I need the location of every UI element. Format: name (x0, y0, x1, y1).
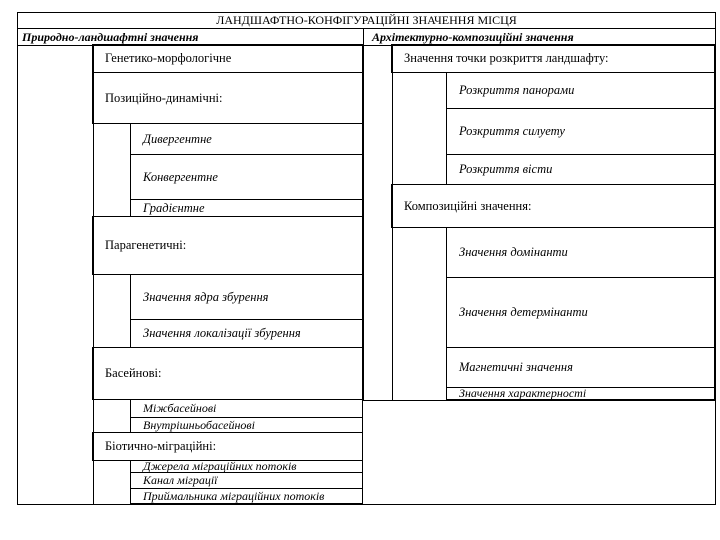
left-column-header: Природно-ландшафтні значення (22, 30, 199, 44)
cell-characteristic: Значення характерності (446, 387, 715, 400)
cell-sources: Джерела міграційних потоків (130, 460, 363, 473)
cell-divergent: Дивергентне (130, 123, 363, 155)
cell-dominant: Значення домінанти (446, 227, 715, 278)
cell-biotic: Біотично-міграційні: (92, 432, 363, 461)
cell-gradient: Градієнтне (130, 199, 363, 217)
cell-interbasin: Міжбасейнові (130, 399, 363, 418)
cell-silhouette: Розкриття силуету (446, 108, 715, 155)
cell-receivers: Приймальника міграційних потоків (130, 488, 363, 504)
cell-compositional: Композиційні значення: (391, 184, 715, 228)
cell-point: Значення точки розкриття ландшафту: (391, 44, 715, 73)
cell-localization: Значення локалізації збурення (130, 319, 363, 348)
cell-positional: Позиційно-динамічні: (92, 72, 363, 124)
cell-magnetic: Магнетичні значення (446, 347, 715, 388)
divider (392, 45, 393, 401)
cell-determinant: Значення детермінанти (446, 277, 715, 348)
table-title: ЛАНДШАФТНО-КОНФІГУРАЦІЙНІ ЗНАЧЕННЯ МІСЦЯ (17, 12, 716, 29)
cell-nucleus: Значення ядра збурення (130, 274, 363, 320)
cell-panorama: Розкриття панорами (446, 72, 715, 109)
cell-channel: Канал міграції (130, 472, 363, 489)
right-column-header: Архітектурно-композиційні значення (372, 30, 574, 44)
cell-basin: Басейнові: (92, 347, 363, 400)
cell-genetic: Генетико-морфологічне (92, 44, 363, 73)
divider (363, 400, 716, 401)
cell-convergent: Конвергентне (130, 154, 363, 200)
column-divider (363, 45, 364, 401)
cell-paragenetic: Парагенетичні: (92, 216, 363, 275)
cell-intrabasin: Внутрішньобасейнові (130, 417, 363, 433)
cell-vista: Розкриття вісти (446, 154, 715, 185)
